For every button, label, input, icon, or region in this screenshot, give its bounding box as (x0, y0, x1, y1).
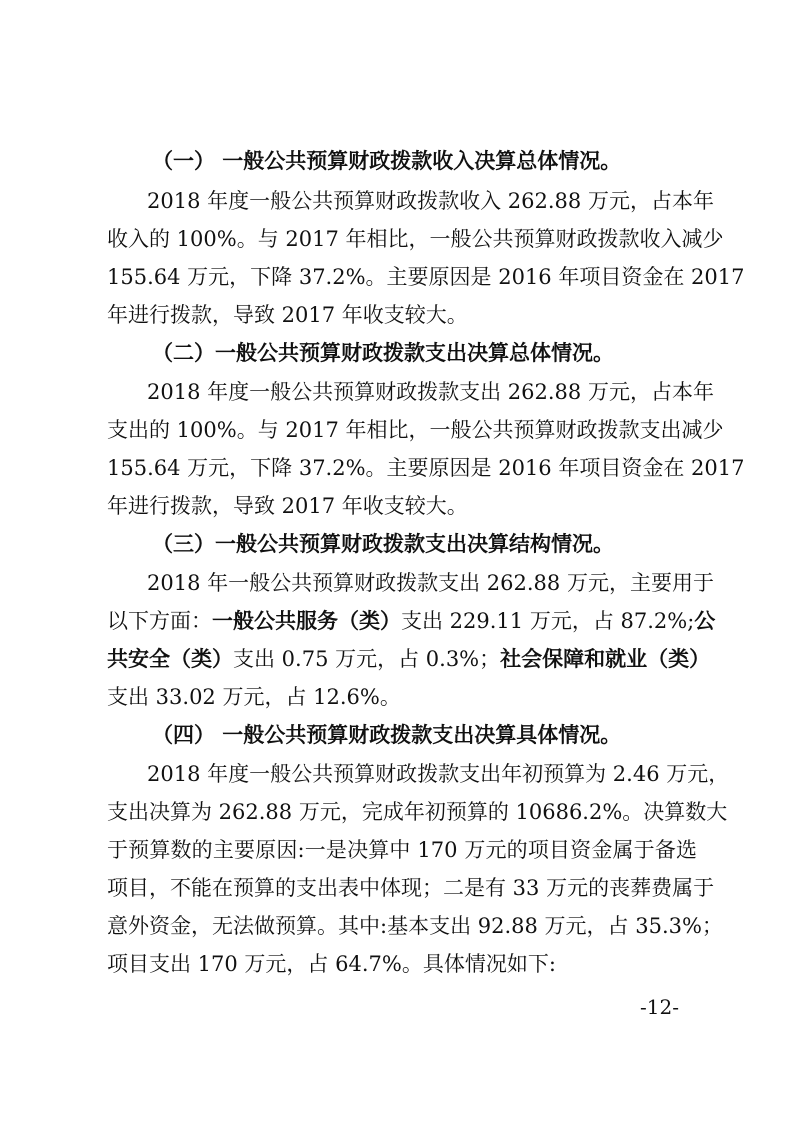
paragraph-line (107, 602, 716, 640)
text-run: 支出 0.75 万元，占 0.3%； (233, 647, 501, 671)
bold-category: 社会保障和就业（类） (500, 646, 711, 671)
paragraph-line: 年进行拨款，导致 2017 年收支较大。 (107, 494, 468, 518)
paragraph-line: 收入的 100%。与 2017 年相比，一般公共预算财政拨款收入减少 (107, 227, 724, 251)
paragraph-line: 155.64 万元，下降 37.2%。主要原因是 2016 年项目资金在 2017 (107, 265, 745, 289)
bold-category: 一般公共服务（类） (212, 608, 401, 633)
paragraph-line: 项目，不能在预算的支出表中体现；二是有 33 万元的丧葬费属于 (107, 876, 715, 900)
paragraph-line: 155.64 万元，下降 37.2%。主要原因是 2016 年项目资金在 2017 (107, 456, 745, 480)
paragraph-line: 支出 33.02 万元，占 12.6%。 (107, 685, 401, 709)
section-4-heading: （四） 一般公共预算财政拨款支出决算具体情况。 (152, 722, 622, 747)
paragraph-line: 年进行拨款，导致 2017 年收支较大。 (107, 303, 468, 327)
paragraph-line: 支出的 100%。与 2017 年相比，一般公共预算财政拨款支出减少 (107, 418, 724, 442)
section-2-heading: （二）一般公共预算财政拨款支出决算总体情况。 (152, 340, 614, 365)
page-number: -12- (640, 995, 679, 1019)
paragraph-line: 2018 年度一般公共预算财政拨款支出年初预算为 2.46 万元， (147, 762, 730, 786)
paragraph-line: 2018 年一般公共预算财政拨款支出 262.88 万元，主要用于 (147, 571, 714, 595)
paragraph-line: 2018 年度一般公共预算财政拨款支出 262.88 万元，占本年 (147, 380, 714, 404)
bold-category: 共安全（类） (107, 646, 233, 671)
text-run: 以下方面： (107, 609, 212, 633)
bold-category: 公 (694, 608, 716, 633)
paragraph-line: 意外资金，无法做预算。其中:基本支出 92.88 万元，占 35.3%； (107, 914, 723, 938)
paragraph-line (107, 640, 711, 678)
paragraph-line: 项目支出 170 万元，占 64.7%。具体情况如下: (107, 952, 556, 976)
paragraph-line: 2018 年度一般公共预算财政拨款收入 262.88 万元，占本年 (147, 189, 714, 213)
paragraph-line: 于预算数的主要原因:一是决算中 170 万元的项目资金属于备选 (107, 838, 697, 862)
section-1-heading: （一） 一般公共预算财政拨款收入决算总体情况。 (152, 148, 622, 173)
paragraph-line: 支出决算为 262.88 万元，完成年初预算的 10686.2%。决算数大 (107, 800, 728, 824)
section-3-heading: （三）一般公共预算财政拨款支出决算结构情况。 (152, 531, 614, 556)
text-run: 支出 229.11 万元，占 87.2%; (401, 609, 695, 633)
